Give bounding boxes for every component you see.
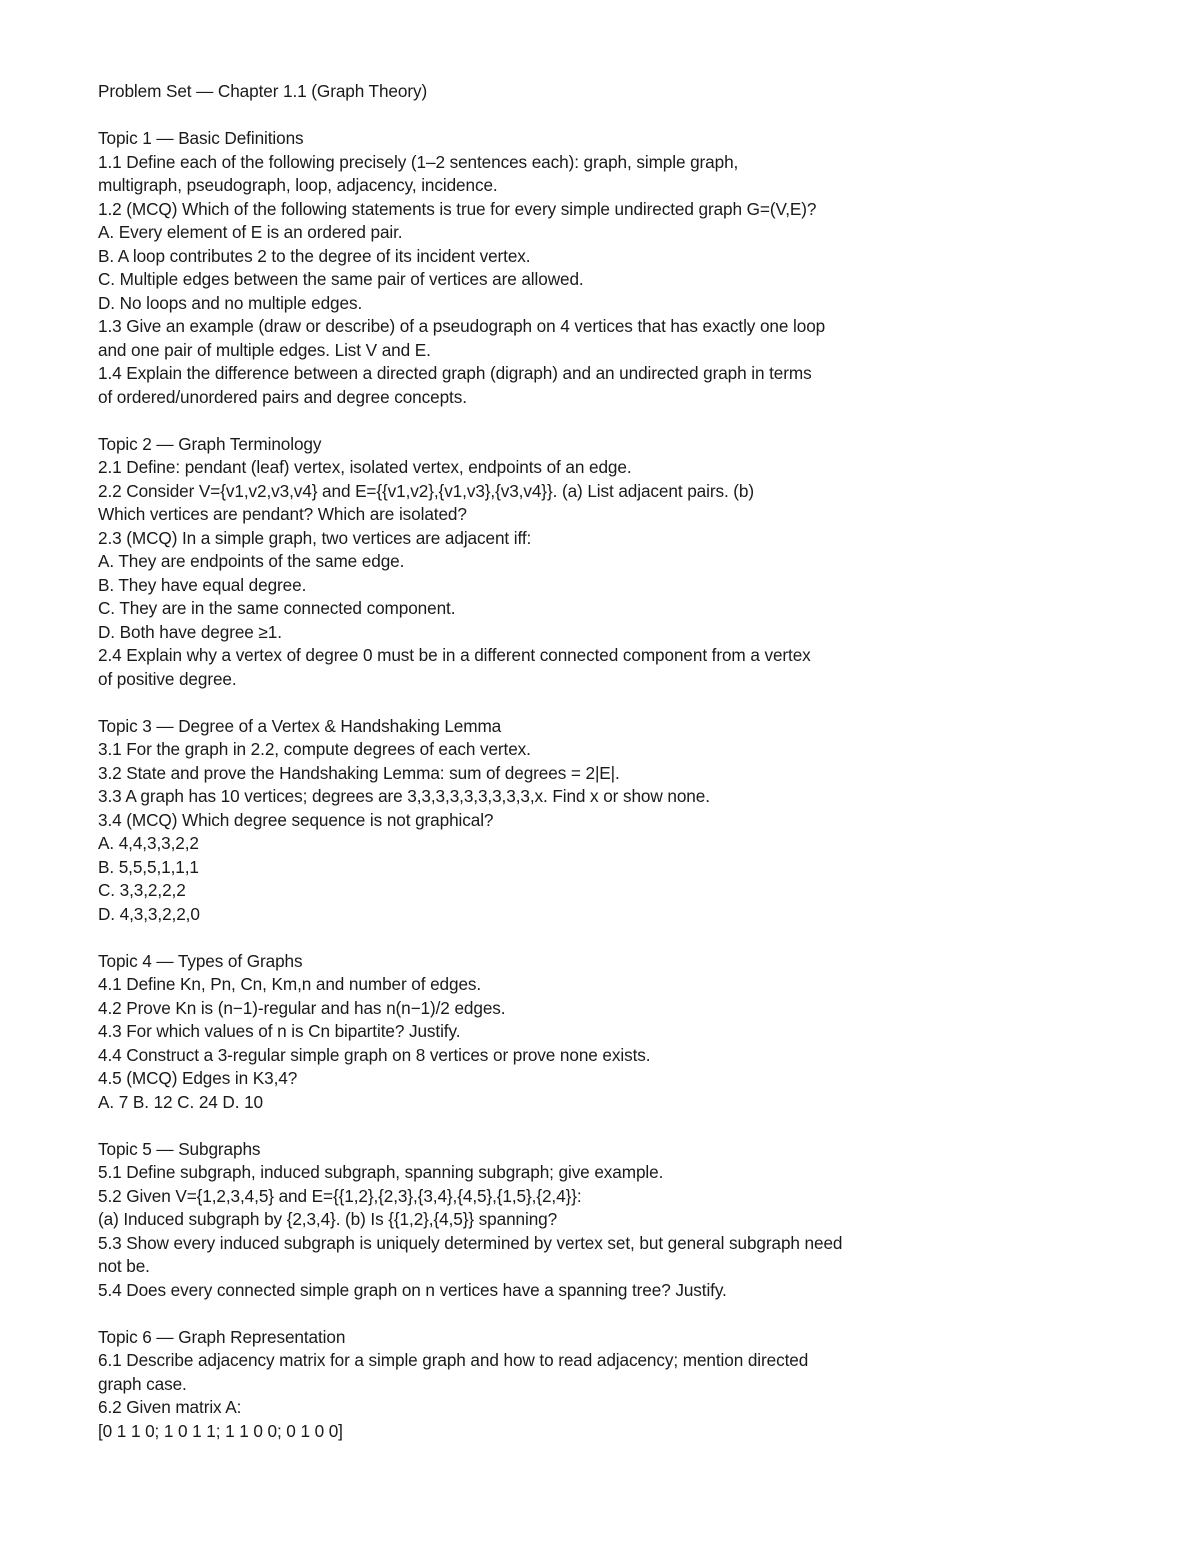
problem-line: 4.2 Prove Kn is (n−1)-regular and has n(n−1)/2 edges. — [98, 997, 506, 1018]
problem-line: 4.4 Construct a 3-regular simple graph on 8 vertices or prove none exists. — [98, 1044, 651, 1065]
problem-line: 6.1 Describe adjacency matrix for a simple graph and how to read adjacency; mention directed — [98, 1350, 809, 1370]
document-title: Problem Set — Chapter 1.1 (Graph Theory) — [98, 81, 428, 101]
problem-line: D. No loops and no multiple edges. — [98, 292, 363, 313]
problem-line: Which vertices are pendant? Which are isolated? — [98, 504, 467, 524]
problem-line: 1.1 Define each of the following precisely (1–2 sentences each): graph, simple graph, — [98, 151, 739, 172]
problem-line: 5.2 Given V={1,2,3,4,5} and E={{1,2},{2,3},{3,4},{4,5},{1,5},{2,4}}: — [98, 1185, 582, 1206]
topic-heading: Topic 3 — Degree of a Vertex & Handshaking Lemma — [98, 715, 502, 736]
topic-heading: Topic 6 — Graph Representation — [98, 1326, 346, 1347]
problem-line: B. 5,5,5,1,1,1 — [98, 856, 199, 877]
problem-line: C. 3,3,2,2,2 — [98, 880, 186, 900]
problem-line: A. 7 B. 12 C. 24 D. 10 — [98, 1091, 263, 1112]
topic-section — [98, 1138, 998, 1303]
topic-heading: Topic 2 — Graph Terminology — [98, 433, 322, 454]
document-page — [98, 80, 998, 1467]
problem-line: B. They have equal degree. — [98, 574, 307, 595]
problem-line: 3.1 For the graph in 2.2, compute degrees of each vertex. — [98, 739, 531, 759]
topic-heading: Topic 1 — Basic Definitions — [98, 128, 304, 148]
problem-line: [0 1 1 0; 1 0 1 1; 1 1 0 0; 0 1 0 0] — [98, 1420, 343, 1441]
problem-line: of ordered/unordered pairs and degree concepts. — [98, 386, 467, 407]
problem-line: 2.3 (MCQ) In a simple graph, two vertices are adjacent iff: — [98, 527, 532, 548]
problem-line: graph case. — [98, 1373, 187, 1394]
problem-line: 2.4 Explain why a vertex of degree 0 must be in a different connected component from a vertex — [98, 645, 811, 665]
problem-line: 6.2 Given matrix A: — [98, 1397, 242, 1417]
problem-line: A. Every element of E is an ordered pair. — [98, 222, 403, 242]
problem-line: C. They are in the same connected component. — [98, 598, 456, 618]
problem-line: A. They are endpoints of the same edge. — [98, 551, 405, 571]
topic-heading: Topic 4 — Types of Graphs — [98, 950, 303, 971]
topic-section — [98, 433, 998, 692]
problem-line: B. A loop contributes 2 to the degree of its incident vertex. — [98, 245, 531, 266]
problem-line: 2.2 Consider V={v1,v2,v3,v4} and E={{v1,v2},{v1,v3},{v3,v4}}. (a) List adjacent pairs. (b) — [98, 480, 755, 501]
problem-line: D. 4,3,3,2,2,0 — [98, 903, 200, 924]
problem-line: 1.3 Give an example (draw or describe) of a pseudograph on 4 vertices that has exactly one loop — [98, 316, 826, 336]
problem-line: multigraph, pseudograph, loop, adjacency, incidence. — [98, 175, 498, 195]
problem-line: 1.2 (MCQ) Which of the following statements is true for every simple undirected graph G=(V,E)? — [98, 198, 817, 219]
topic-section — [98, 127, 998, 409]
problem-line: of positive degree. — [98, 668, 237, 689]
topic-section — [98, 715, 998, 927]
problem-line: 5.1 Define subgraph, induced subgraph, spanning subgraph; give example. — [98, 1162, 664, 1182]
problem-line: 4.3 For which values of n is Cn bipartite? Justify. — [98, 1021, 461, 1041]
topic-section — [98, 1326, 998, 1444]
problem-line: 3.2 State and prove the Handshaking Lemma: sum of degrees = 2|E|. — [98, 762, 620, 783]
problem-line: 2.1 Define: pendant (leaf) vertex, isolated vertex, endpoints of an edge. — [98, 457, 632, 477]
problem-line: not be. — [98, 1256, 150, 1276]
problem-line: D. Both have degree ≥1. — [98, 621, 282, 642]
topic-heading: Topic 5 — Subgraphs — [98, 1138, 261, 1159]
problem-line: 5.4 Does every connected simple graph on n vertices have a spanning tree? Justify. — [98, 1279, 727, 1300]
problem-line: A. 4,4,3,3,2,2 — [98, 833, 199, 853]
topics-container — [98, 127, 998, 1443]
topic-section — [98, 950, 998, 1115]
problem-line: 4.1 Define Kn, Pn, Cn, Km,n and number of edges. — [98, 974, 482, 994]
problem-line: C. Multiple edges between the same pair of vertices are allowed. — [98, 269, 584, 289]
problem-line: 4.5 (MCQ) Edges in K3,4? — [98, 1068, 298, 1088]
problem-line: and one pair of multiple edges. List V and E. — [98, 339, 431, 360]
problem-line: 3.3 A graph has 10 vertices; degrees are 3,3,3,3,3,3,3,3,3,x. Find x or show none. — [98, 786, 710, 806]
problem-line: (a) Induced subgraph by {2,3,4}. (b) Is {{1,2},{4,5}} spanning? — [98, 1209, 558, 1229]
problem-line: 5.3 Show every induced subgraph is uniquely determined by vertex set, but general subgraph need — [98, 1232, 843, 1253]
problem-line: 3.4 (MCQ) Which degree sequence is not graphical? — [98, 809, 494, 830]
problem-line: 1.4 Explain the difference between a directed graph (digraph) and an undirected graph in terms — [98, 363, 812, 383]
